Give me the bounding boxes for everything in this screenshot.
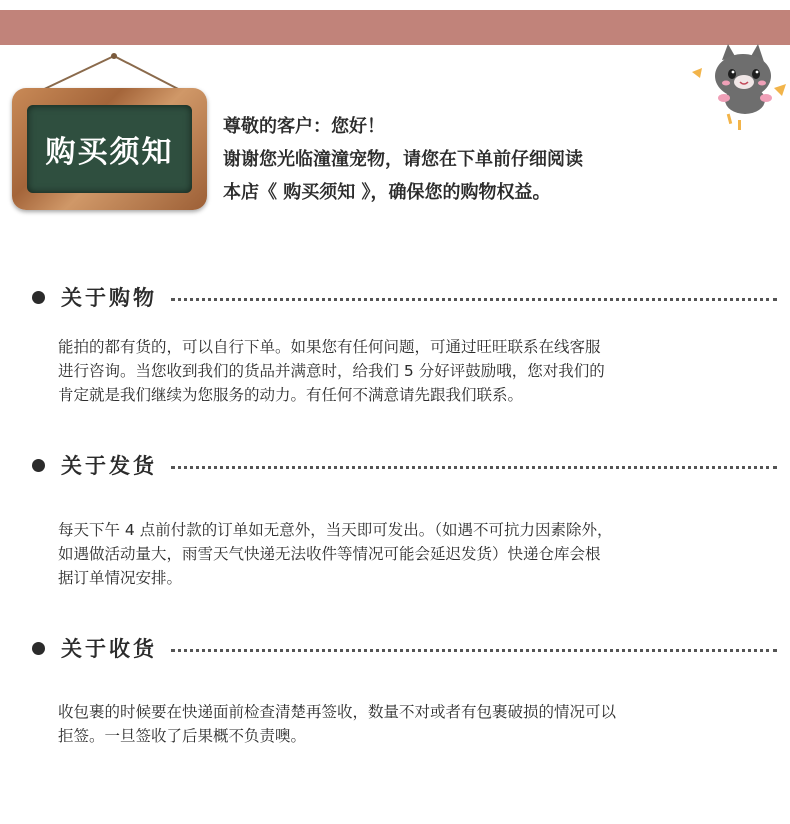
body-line: 每天下午 4 点前付款的订单如无意外，当天即可发出。（如遇不可抗力因素除外， bbox=[58, 521, 613, 539]
body-line: 肯定就是我们继续为您服务的动力。有任何不满意请先跟我们联系。 bbox=[58, 386, 524, 404]
sign-title: 购买须知 bbox=[45, 135, 174, 170]
body-line: 据订单情况安排。 bbox=[58, 569, 183, 587]
body-line: 能拍的都有货的，可以自行下单。如果您有任何问题，可通过旺旺联系在线客服 bbox=[58, 338, 601, 356]
body-line: 拒签。一旦签收了后果概不负责噢。 bbox=[58, 727, 307, 745]
greeting-line-2: 谢谢您光临潼潼宠物，请您在下单前仔细阅读 bbox=[223, 149, 583, 170]
sign-hanging-string bbox=[0, 0, 240, 100]
dotted-divider bbox=[171, 298, 777, 301]
body-line: 如遇做活动量大，雨雪天气快递无法收件等情况可能会延迟发货）快递仓库会根 bbox=[58, 545, 601, 563]
bullet-icon bbox=[32, 291, 45, 304]
section-title: 关于购物 bbox=[61, 286, 157, 310]
section-header-shipping bbox=[32, 450, 777, 480]
chalkboard bbox=[27, 105, 192, 193]
body-line: 收包裹的时候要在快递面前检查清楚再签收，数量不对或者有包裹破损的情况可以 bbox=[58, 703, 617, 721]
greeting-line-1: 尊敬的客户：您好！ bbox=[223, 116, 385, 137]
section-header-receiving bbox=[32, 633, 777, 663]
section-body-shipping bbox=[58, 518, 758, 590]
bullet-icon bbox=[32, 642, 45, 655]
body-line: 进行咨询。当您收到我们的货品并满意时，给我们 5 分好评鼓励哦，您对我们的 bbox=[58, 362, 605, 380]
section-title: 关于收货 bbox=[61, 637, 157, 661]
dotted-divider bbox=[171, 466, 777, 469]
bullet-icon bbox=[32, 459, 45, 472]
greeting-line-3: 本店《 购买须知 》，确保您的购物权益。 bbox=[223, 182, 551, 203]
notice-sign-board bbox=[12, 88, 207, 210]
section-body-shopping bbox=[58, 335, 758, 407]
section-body-receiving bbox=[58, 700, 758, 748]
greeting-text bbox=[223, 110, 743, 209]
section-header-shopping bbox=[32, 282, 777, 312]
section-title: 关于发货 bbox=[61, 454, 157, 478]
dotted-divider bbox=[171, 649, 777, 652]
cat-mascot-icon bbox=[688, 40, 788, 140]
